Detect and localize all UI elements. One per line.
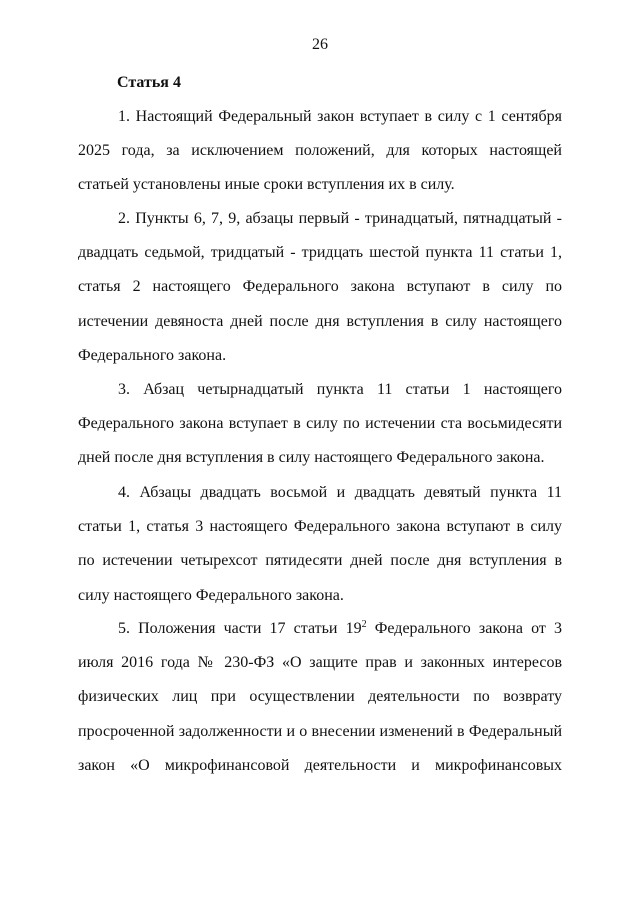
paragraph-1: 1. Настоящий Федеральный закон вступает в силу с 1 сентября 2025 года, за исключением положений, для которых настоящей статьей установлены иные сроки вступления их в силу. <box>78 108 562 194</box>
paragraph-5 <box>78 612 562 783</box>
article-heading: Статья 4 <box>117 74 181 91</box>
paragraph-4: 4. Абзацы двадцать восьмой и двадцать девятый пункта 11 статьи 1, статья 3 настоящего Федерального закона вступают в силу по истечении четырехсот пятидесяти дней после дня вступления в силу настоящего Федерального закона. <box>78 484 562 604</box>
page-number: 26 <box>312 36 328 53</box>
article-superscript: 2 <box>361 619 367 630</box>
paragraph-5-start: 5. Положения части 17 статьи 19 <box>118 620 362 637</box>
paragraph-3: 3. Абзац четырнадцатый пункта 11 статьи 1 настоящего Федерального закона вступает в силу по истечении ста восьмидесяти дней после дня вступления в силу настоящего Федерального закона. <box>78 381 562 467</box>
paragraph-2: 2. Пункты 6, 7, 9, абзацы первый - тринадцатый, пятнадцатый - двадцать седьмой, тридцатый - тридцать шестой пункта 11 статьи 1, статья 2 настоящего Федерального закона вступают в силу по истечении девяноста дней после дня вступления в силу настоящего Федерального закона. <box>78 210 562 364</box>
paragraph-5-rest: Федерального закона от 3 июля 2016 года № 230-ФЗ «О защите прав и законных интересов физических лиц при осуществлении деятельности по возврату просроченной задолженности и о внесении изменений в Федеральный закон «О микрофинансовой деятельности и микрофинансовых <box>78 620 562 774</box>
